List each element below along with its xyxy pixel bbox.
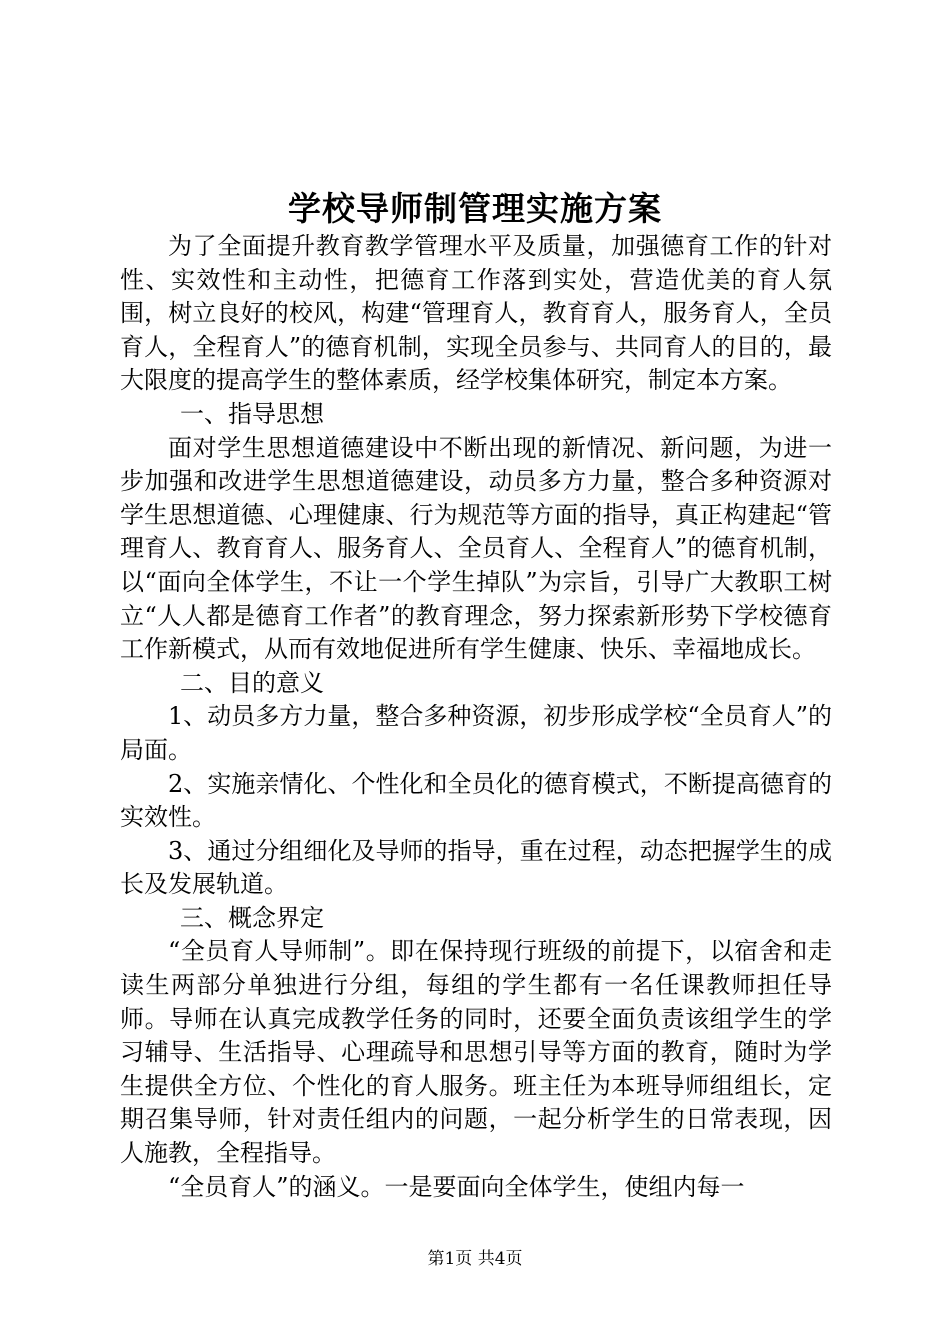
section-heading-guiding-ideology: 一、指导思想 (180, 399, 324, 428)
page-footer: 第1页 共4页 (427, 1249, 523, 1269)
purpose-item-2: 2、实施亲情化、个性化和全员化的德育模式，不断提高德育的实效性。 (120, 769, 832, 832)
intro-paragraph: 为了全面提升教育教学管理水平及质量，加强德育工作的针对性、实效性和主动性，把德育工作落到实处，营造优美的育人氛围，树立良好的校风，构建“管理育人，教育育人，服务育人，全员育人，全程育人”的德育机制，实现全员参与、共同育人的目的，最大限度的提高学生的整体素质，经学校集体研究，制定本方案。 (120, 232, 832, 395)
definition-paragraph-2: “全员育人”的涵义。一是要面向全体学生，使组内每一 (168, 1172, 745, 1201)
section-heading-purpose: 二、目的意义 (180, 668, 324, 697)
guiding-ideology-paragraph: 面对学生思想道德建设中不断出现的新情况、新问题，为进一步加强和改进学生思想道德建设，动员多方力量，整合多种资源对学生思想道德、心理健康、行为规范等方面的指导，真正构建起“管理育人、教育育人、服务育人、全员育人、全程育人”的德育机制，以“面向全体学生，不让一个学生掉队”为宗旨，引导广大教职工树立“人人都是德育工作者”的教育理念，努力探索新形势下学校德育工作新模式，从而有效地促进所有学生健康、快乐、幸福地成长。 (120, 433, 832, 664)
purpose-item-3: 3、通过分组细化及导师的指导，重在过程，动态把握学生的成长及发展轨道。 (120, 836, 832, 899)
definition-paragraph-1: “全员育人导师制”。即在保持现行班级的前提下，以宿舍和走读生两部分单独进行分组，每组的学生都有一名任课教师担任导师。导师在认真完成教学任务的同时，还要全面负责该组学生的学习辅导、生活指导、心理疏导和思想引导等方面的教育，随时为学生提供全方位、个性化的育人服务。班主任为本班导师组组长，定期召集导师，针对责任组内的问题，一起分析学生的日常表现，因人施教，全程指导。 (120, 937, 832, 1168)
section-heading-definition: 三、概念界定 (180, 903, 324, 932)
document-body (120, 230, 832, 1204)
purpose-item-1: 1、动员多方力量，整合多种资源，初步形成学校“全员育人”的局面。 (120, 702, 832, 764)
document-title: 学校导师制管理实施方案 (288, 189, 662, 228)
